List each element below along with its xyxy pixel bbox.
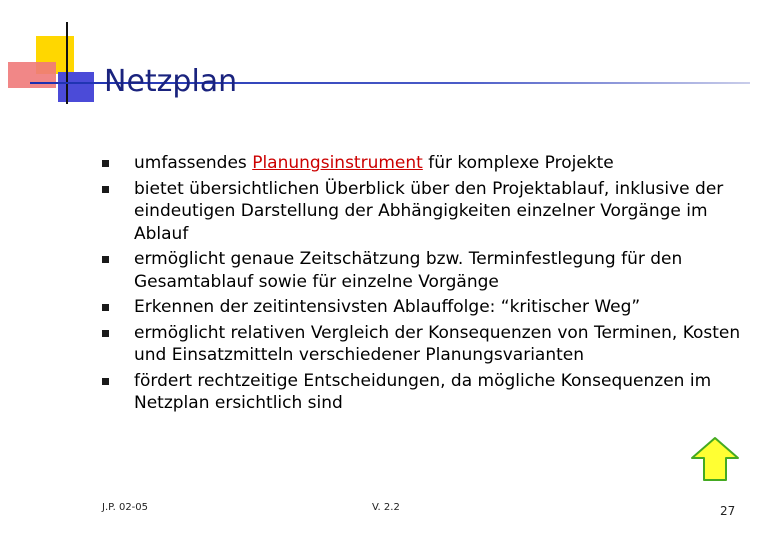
bullet-item — [102, 370, 742, 415]
footer-version: V. 2.2 — [372, 502, 400, 513]
bullet-item — [102, 178, 742, 246]
bullet-square-icon — [102, 256, 109, 263]
slide-title: Netzplan — [104, 64, 238, 100]
bullet-text: bietet übersichtlichen Überblick über den Projektablauf, inklusive der eindeutigen Darstellung der Abhängigkeiten einzelner Vorgänge im Ablauf — [134, 178, 724, 244]
bullet-square-icon — [102, 186, 109, 193]
decor-blue-square — [58, 72, 94, 102]
bullet-square-icon — [102, 378, 109, 385]
page-number: 27 — [720, 504, 736, 518]
bullet-square-icon — [102, 330, 109, 337]
planungsinstrument-link[interactable]: Planungsinstrument — [252, 153, 423, 173]
bullet-text: ermöglicht genaue Zeitschätzung bzw. Terminfestlegung für den Gesamtablauf sowie für einzelne Vorgänge — [134, 249, 683, 292]
bullet-square-icon — [102, 160, 109, 167]
bullet-text: umfassendes — [134, 153, 253, 173]
bullet-text: ermöglicht relativen Vergleich der Konsequenzen von Terminen, Kosten und Einsatzmitteln verschiedener Planungsvarianten — [134, 322, 741, 365]
bullet-item — [102, 296, 742, 319]
bullet-text: Erkennen der zeitintensivsten Ablauffolge: “kritischer Weg” — [134, 297, 641, 317]
footer-author: J.P. 02-05 — [102, 502, 149, 513]
bullet-list — [102, 152, 742, 418]
bullet-item — [102, 152, 742, 175]
bullet-text: für komplexe Projekte — [422, 153, 614, 173]
decor-red-square — [8, 62, 56, 88]
bullet-item — [102, 248, 742, 293]
bullet-item — [102, 322, 742, 367]
decor-vertical-line — [66, 22, 68, 104]
bullet-text: fördert rechtzeitige Entscheidungen, da mögliche Konsequenzen im Netzplan ersichtlich sind — [134, 370, 712, 413]
up-arrow-icon[interactable] — [690, 436, 740, 482]
bullet-square-icon — [102, 304, 109, 311]
